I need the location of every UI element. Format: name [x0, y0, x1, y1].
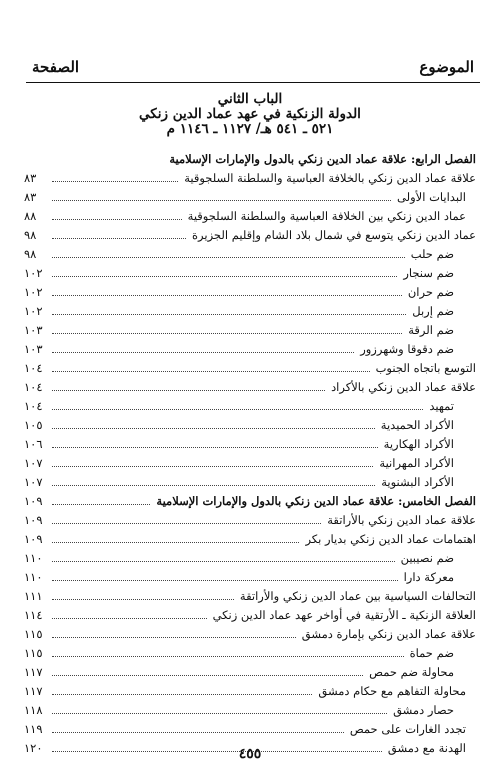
- toc-entry: [24, 280, 476, 299]
- toc-entry-title: الأكراد الحميدية: [380, 418, 454, 432]
- toc-entry-title: التوسع باتجاه الجنوب: [375, 361, 476, 375]
- dot-leader: [52, 409, 423, 410]
- dot-leader: [52, 637, 296, 638]
- dot-leader: [52, 599, 234, 600]
- toc-entry: [24, 470, 476, 489]
- toc-entry: [24, 413, 476, 432]
- toc-entry: [24, 299, 476, 318]
- toc-entry: [24, 489, 476, 508]
- toc-entry-page: ١٠٣: [24, 323, 43, 337]
- dot-leader: [52, 257, 405, 258]
- dot-leader: [52, 466, 373, 467]
- toc-entry-title: ضم إربل: [412, 304, 454, 318]
- dot-leader: [52, 713, 387, 714]
- toc-entry-page: ١١٥: [24, 646, 43, 660]
- dot-leader: [52, 314, 406, 315]
- toc-entry: [24, 698, 476, 717]
- dot-leader: [52, 523, 321, 524]
- toc-entry-page: ١٠٥: [24, 418, 43, 432]
- toc-entry: [24, 641, 476, 660]
- toc-entry-title: التحالفات السياسية بين عماد الدين زنكي والأراتقة: [239, 589, 476, 603]
- table-of-contents: [24, 147, 476, 755]
- toc-entry: [24, 717, 476, 736]
- dot-leader: [52, 580, 398, 581]
- dot-leader: [52, 276, 397, 277]
- toc-entry: [24, 204, 476, 223]
- toc-entry-title: البدايات الأولى: [397, 190, 466, 204]
- toc-entry: [24, 660, 476, 679]
- toc-entry: [24, 166, 476, 185]
- toc-entry: [24, 603, 476, 622]
- dot-leader: [52, 295, 402, 296]
- toc-entry-title: ضم حران: [407, 285, 454, 299]
- dot-leader: [52, 333, 402, 334]
- toc-entry-page: ١١٤: [24, 608, 43, 622]
- toc-entry-page: ١١٠: [24, 570, 43, 584]
- toc-entry: [24, 375, 476, 394]
- dot-leader: [52, 428, 375, 429]
- toc-entry-title: ضم سنجار: [403, 266, 454, 280]
- toc-entry: [24, 242, 476, 261]
- toc-entry-page: ١٠٢: [24, 304, 43, 318]
- dot-leader: [52, 675, 363, 676]
- toc-entry-page: ١٠٩: [24, 532, 43, 546]
- toc-entry-title: ضم حلب: [410, 247, 454, 261]
- part-dates: ٥٢١ ـ ٥٤١ هـ/ ١١٢٧ ـ ١١٤٦ م: [166, 121, 334, 137]
- toc-entry-page: ١١٧: [24, 665, 43, 679]
- toc-entry: [24, 185, 476, 204]
- toc-entry-page: ١٠٢: [24, 266, 43, 280]
- toc-entry-page: ١٠٤: [24, 361, 43, 375]
- toc-entry-page: ١٠٩: [24, 494, 43, 508]
- part-subtitle: الدولة الزنكية في عهد عماد الدين زنكي: [139, 106, 361, 122]
- toc-entry-page: ٩٨: [24, 228, 37, 242]
- toc-entry: [24, 584, 476, 603]
- toc-entry: [24, 527, 476, 546]
- toc-entry-title: علاقة عماد الدين زنكي بإمارة دمشق: [301, 627, 476, 641]
- toc-entry-page: ١١٧: [24, 684, 43, 698]
- dot-leader: [52, 485, 375, 486]
- column-header-topic: الموضوع: [419, 58, 474, 76]
- header-rule: [26, 82, 480, 83]
- toc-entry-page: ١١٥: [24, 627, 43, 641]
- part-title: الباب الثاني: [217, 91, 283, 107]
- dot-leader: [52, 561, 395, 562]
- dot-leader: [52, 694, 312, 695]
- toc-entry: [24, 356, 476, 375]
- toc-entry: [24, 679, 476, 698]
- toc-entry-title: ضم حماة: [409, 646, 454, 660]
- toc-entry-title: محاولة التفاهم مع حكام دمشق: [318, 684, 466, 698]
- toc-entry-page: ١٠٦: [24, 437, 43, 451]
- toc-entry-title: العلاقة الزنكية ـ الأرتقية في أواخر عهد عماد الدين زنكي: [212, 608, 476, 622]
- dot-leader: [52, 542, 299, 543]
- toc-entry-title: معركة دارا: [403, 570, 454, 584]
- dot-leader: [52, 352, 354, 353]
- toc-entry: [24, 337, 476, 356]
- toc-entry-title: الأكراد الهكارية: [383, 437, 454, 451]
- toc-entry-page: ١١٨: [24, 703, 43, 717]
- toc-entry-title: ضم الرقة: [408, 323, 454, 337]
- toc-entry-title: تمهيد: [429, 399, 454, 413]
- dot-leader: [52, 390, 325, 391]
- column-header-page: الصفحة: [32, 58, 80, 76]
- toc-entry-title: ضم نصيبين: [400, 551, 454, 565]
- toc-entry-page: ١١١: [24, 589, 43, 603]
- toc-entry-title: الهدنة مع دمشق: [387, 741, 466, 755]
- toc-entry-page: ١٠٧: [24, 475, 43, 489]
- toc-entry-title: الأكراد البشنوية: [381, 475, 454, 489]
- toc-entry-page: ٨٣: [24, 190, 37, 204]
- page-number: ٤٥٥: [238, 746, 262, 762]
- toc-entry: [24, 223, 476, 242]
- dot-leader: [52, 181, 178, 182]
- toc-entry: [24, 432, 476, 451]
- dot-leader: [52, 238, 186, 239]
- dot-leader: [52, 656, 404, 657]
- toc-entry-title: علاقة عماد الدين زنكي بالأراتقة: [327, 513, 476, 527]
- toc-entry-title: علاقة عماد الدين زنكي بالخلافة العباسية والسلطنة السلجوقية: [184, 171, 476, 185]
- dot-leader: [52, 447, 378, 448]
- dot-leader: [52, 732, 344, 733]
- toc-entry-title: الأكراد المهرانية: [379, 456, 454, 470]
- toc-entry: [24, 394, 476, 413]
- toc-entry-title: تجدد الغارات على حمص: [349, 722, 466, 736]
- toc-entry: [24, 622, 476, 641]
- section-titles: [0, 92, 500, 137]
- toc-entry: [24, 546, 476, 565]
- toc-entry: [24, 565, 476, 584]
- toc-entry-title: عماد الدين زنكي بين الخلافة العباسية والسلطنة السلجوقية: [187, 209, 466, 223]
- toc-entry-page: ١٠٤: [24, 380, 43, 394]
- toc-entry-title: الفصل الرابع: علاقة عماد الدين زنكي بالدول والإمارات الإسلامية: [169, 152, 476, 166]
- toc-entry-title: ضم دقوقا وشهرزور: [360, 342, 454, 356]
- toc-entry-page: ١٠٩: [24, 513, 43, 527]
- toc-entry-page: ١٠٧: [24, 456, 43, 470]
- toc-entry-page: ١١٩: [24, 722, 43, 736]
- toc-entry-page: ١٢٠: [24, 741, 43, 755]
- toc-entry-page: ٩٨: [24, 247, 37, 261]
- toc-entry: [24, 508, 476, 527]
- dot-leader: [52, 200, 391, 201]
- toc-entry: [24, 261, 476, 280]
- toc-entry-title: محاولة ضم حمص: [369, 665, 454, 679]
- toc-entry-page: ١١٠: [24, 551, 43, 565]
- toc-entry: [24, 318, 476, 337]
- toc-entry-title: عماد الدين زنكي يتوسع في شمال بلاد الشام وإقليم الجزيرة: [192, 228, 476, 242]
- dot-leader: [52, 219, 182, 220]
- toc-entry-title: اهتمامات عماد الدين زنكي بديار بكر: [305, 532, 476, 546]
- toc-entry-title: علاقة عماد الدين زنكي بالأكراد: [331, 380, 476, 394]
- toc-entry-page: ٨٨: [24, 209, 37, 223]
- toc-entry: [24, 147, 476, 166]
- dot-leader: [52, 371, 370, 372]
- toc-entry-page: ١٠٢: [24, 285, 43, 299]
- toc-entry-page: ١٠٣: [24, 342, 43, 356]
- toc-entry-page: ٨٣: [24, 171, 37, 185]
- dot-leader: [52, 618, 207, 619]
- dot-leader: [52, 504, 150, 505]
- toc-entry-title: حصار دمشق: [393, 703, 454, 717]
- toc-entry: [24, 451, 476, 470]
- toc-entry-page: ١٠٤: [24, 399, 43, 413]
- toc-entry-title: الفصل الخامس: علاقة عماد الدين زنكي بالدول والإمارات الإسلامية: [156, 494, 476, 508]
